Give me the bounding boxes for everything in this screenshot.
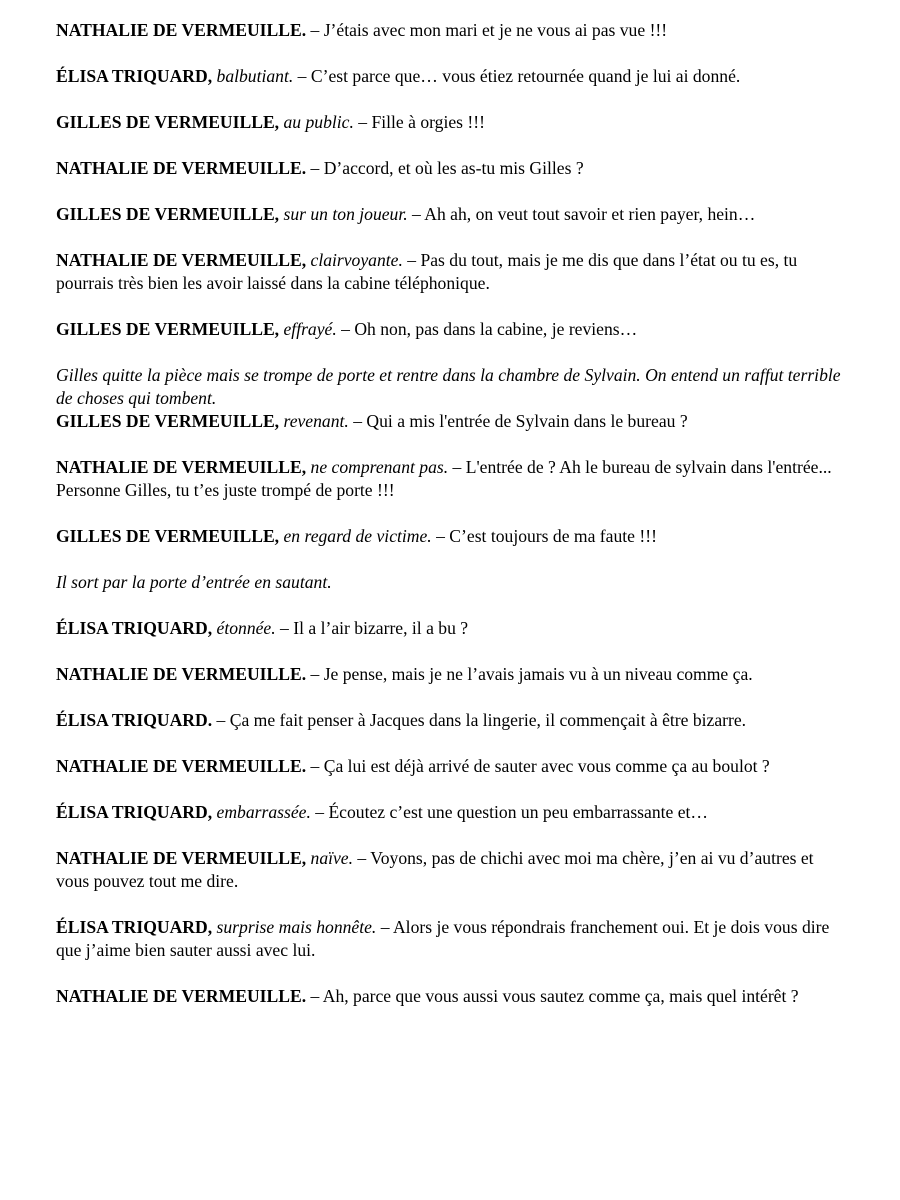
actor-direction: revenant. [283, 411, 349, 431]
dialogue-line [56, 755, 846, 778]
dash-separator: – [310, 802, 329, 822]
speaker-name: ÉLISA TRIQUARD, [56, 802, 213, 822]
dialogue-text: Ah ah, on veut tout savoir et rien payer, hein… [424, 204, 756, 224]
speaker-name: ÉLISA TRIQUARD, [56, 917, 213, 937]
dash-separator: – [306, 756, 324, 776]
dialogue-line [56, 985, 846, 1008]
dialogue-line [56, 456, 846, 502]
dialogue-text: C’est parce que… vous étiez retournée quand je lui ai donné. [310, 66, 741, 86]
script-page [56, 19, 846, 1031]
dialogue-line [56, 65, 846, 88]
dash-separator: – [348, 411, 367, 431]
dialogue-line [56, 318, 846, 341]
speaker-name: NATHALIE DE VERMEUILLE. [56, 664, 307, 684]
dialogue-line [56, 525, 846, 548]
speaker-name: ÉLISA TRIQUARD, [56, 618, 213, 638]
dialogue-line [56, 249, 846, 295]
dialogue-line [56, 847, 846, 893]
stage-direction [56, 571, 846, 594]
speaker-name: GILLES DE VERMEUILLE, [56, 526, 280, 546]
dialogue-text: Je pense, mais je ne l’avais jamais vu à un niveau comme ça. [323, 664, 753, 684]
dialogue-text: L'entrée de ? Ah le bureau de sylvain dans l'entrée... Personne Gilles, tu t’es juste trompé de porte !!! [56, 457, 832, 500]
dialogue-text: Ça me fait penser à Jacques dans la lingerie, il commençait à être bizarre. [229, 710, 747, 730]
speaker-name: GILLES DE VERMEUILLE, [56, 411, 280, 431]
dash-separator: – [353, 848, 371, 868]
dialogue-line [56, 19, 846, 42]
speaker-name: ÉLISA TRIQUARD, [56, 66, 213, 86]
dialogue-text: Il a l’air bizarre, il a bu ? [293, 618, 469, 638]
dash-separator: – [431, 526, 450, 546]
dash-separator: – [448, 457, 466, 477]
actor-direction: surprise mais honnête. [216, 917, 377, 937]
dialogue-text: Qui a mis l'entrée de Sylvain dans le bureau ? [366, 411, 688, 431]
actor-direction: clairvoyante. [310, 250, 403, 270]
dash-separator: – [306, 20, 324, 40]
actor-direction: effrayé. [283, 319, 337, 339]
dialogue-text: Alors je vous répondrais franchement oui. Et je dois vous dire que j’aime bien sauter aussi avec lui. [56, 917, 830, 960]
dash-separator: – [402, 250, 421, 270]
dialogue-text: Fille à orgies !!! [371, 112, 485, 132]
dialogue-line [56, 111, 846, 134]
dialogue-line [56, 709, 846, 732]
dialogue-line [56, 663, 846, 686]
dialogue-line [56, 410, 846, 433]
dialogue-text: Ça lui est déjà arrivé de sauter avec vous comme ça au boulot ? [323, 756, 770, 776]
actor-direction: naïve. [310, 848, 354, 868]
speaker-name: NATHALIE DE VERMEUILLE, [56, 848, 307, 868]
speaker-name: ÉLISA TRIQUARD. [56, 710, 213, 730]
speaker-name: GILLES DE VERMEUILLE, [56, 112, 280, 132]
stage-direction-text: Il sort par la porte d’entrée en sautant. [56, 572, 332, 592]
dialogue-line [56, 157, 846, 180]
actor-direction: ne comprenant pas. [310, 457, 449, 477]
dialogue-text: Ah, parce que vous aussi vous sautez comme ça, mais quel intérêt ? [322, 986, 799, 1006]
dash-separator: – [306, 664, 324, 684]
dash-separator: – [275, 618, 294, 638]
dash-separator: – [353, 112, 372, 132]
dialogue-text: C’est toujours de ma faute !!! [449, 526, 657, 546]
speaker-name: NATHALIE DE VERMEUILLE. [56, 158, 307, 178]
speaker-name: NATHALIE DE VERMEUILLE. [56, 20, 307, 40]
dialogue-text: Pas du tout, mais je me dis que dans l’état ou tu es, tu pourrais très bien les avoir laissé dans la cabine téléphonique. [56, 250, 798, 293]
dialogue-line [56, 916, 846, 962]
dialogue-line [56, 801, 846, 824]
dash-separator: – [306, 986, 323, 1006]
speaker-name: GILLES DE VERMEUILLE, [56, 319, 280, 339]
actor-direction: au public. [283, 112, 354, 132]
dash-separator: – [306, 158, 324, 178]
actor-direction: balbutiant. [216, 66, 294, 86]
actor-direction: embarrassée. [216, 802, 311, 822]
speaker-name: NATHALIE DE VERMEUILLE. [56, 756, 307, 776]
dialogue-line [56, 617, 846, 640]
dash-separator: – [336, 319, 355, 339]
dash-separator: – [293, 66, 311, 86]
actor-direction: en regard de victime. [283, 526, 432, 546]
dash-separator: – [376, 917, 393, 937]
dialogue-text: J’étais avec mon mari et je ne vous ai pas vue !!! [323, 20, 668, 40]
speaker-name: GILLES DE VERMEUILLE, [56, 204, 280, 224]
dialogue-text: Voyons, pas de chichi avec moi ma chère, j’en ai vu d’autres et vous pouvez tout me dire. [56, 848, 814, 891]
dialogue-text: D’accord, et où les as-tu mis Gilles ? [323, 158, 584, 178]
stage-direction-text: Gilles quitte la pièce mais se trompe de porte et rentre dans la chambre de Sylvain. On entend un raffut terrible de choses qui tombent. [56, 365, 841, 408]
speaker-name: NATHALIE DE VERMEUILLE, [56, 250, 307, 270]
actor-direction: sur un ton joueur. [283, 204, 408, 224]
speaker-name: NATHALIE DE VERMEUILLE, [56, 457, 307, 477]
speaker-name: NATHALIE DE VERMEUILLE. [56, 986, 307, 1006]
dash-separator: – [212, 710, 230, 730]
dash-separator: – [407, 204, 425, 224]
dialogue-text: Écoutez c’est une question un peu embarrassante et… [328, 802, 709, 822]
stage-direction [56, 364, 846, 410]
dialogue-line [56, 203, 846, 226]
dialogue-text: Oh non, pas dans la cabine, je reviens… [354, 319, 638, 339]
actor-direction: étonnée. [216, 618, 276, 638]
